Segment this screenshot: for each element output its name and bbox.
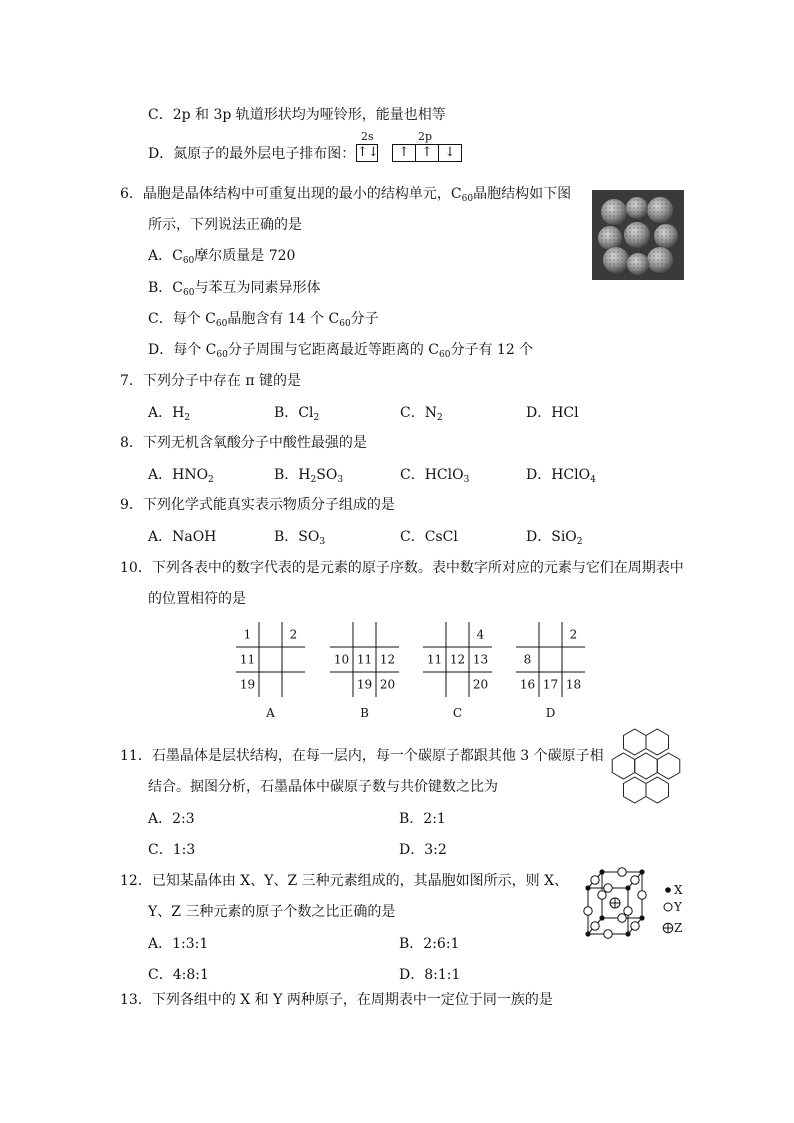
option-d-orbital: D．氮原子的最外层电子排布图：	[148, 146, 356, 162]
grid-cell: 11	[239, 652, 256, 667]
grid-cell: 10	[333, 652, 350, 667]
grid-cell: 11	[426, 652, 443, 667]
question-12-stem-line2: Y、Z 三种元素的原子个数之比正确的是	[148, 904, 396, 920]
grid-cell: 4	[476, 627, 485, 642]
question-9-option-b: B．$SO_3$	[274, 529, 326, 547]
question-8-option-d: D．HClO$_4$	[526, 467, 596, 485]
graphite-hexagon-diagram	[600, 728, 692, 804]
question-11-stem-line2: 结合。据图分析，石墨晶体中碳原子数与共价键数之比为	[148, 779, 498, 795]
grid-cell: 1	[243, 627, 252, 642]
option-c-orbital: C．2p 和 3p 轨道形状均为哑铃形，能量也相等	[148, 107, 446, 123]
question-10-stem-line2: 的位置相符的是	[148, 591, 246, 607]
hexagon	[623, 777, 646, 803]
grid-cell: 12	[379, 652, 396, 667]
question-12-option-a: A．1:3:1	[148, 936, 209, 952]
grid-cell: 12	[449, 652, 466, 667]
grid-cell: 11	[356, 652, 373, 667]
question-8-option-b: B．$H_2SO_3$	[274, 467, 344, 485]
question-10-stem-line1: 10．下列各表中的数字代表的是元素的原子序数。表中数字所对应的元素与它们在周期表中	[120, 560, 684, 576]
question-6-option-d: D．每个 $C_{60}$分子周围与它距离最近等距离的 $C_{60}$分子有 12 个	[148, 342, 534, 360]
hexagon	[635, 753, 658, 779]
grid-cell: 16	[519, 677, 536, 692]
grid-cell: 2	[289, 627, 298, 642]
question-12-option-d: D．8:1:1	[399, 967, 461, 983]
grid-label: C	[452, 706, 463, 720]
orbital-cell-2p-1: ↑	[392, 144, 416, 162]
question-6-stem-line2: 所示，下列说法正确的是	[148, 217, 302, 233]
question-6-stem-line1: 6．晶胞是晶体结构中可重复出现的最小的结构单元，$C_{60}$晶胞结构如下图	[120, 186, 572, 204]
question-11-option-b: B．2:1	[399, 811, 446, 827]
grid-0	[236, 622, 305, 720]
crystal-unit-cell-diagram	[578, 858, 688, 942]
question-13-stem: 13．下列各组中的 X 和 Y 两种原子，在周期表中一定位于同一族的是	[120, 992, 553, 1008]
question-8-option-a: A．$HNO_2$	[148, 467, 214, 485]
orbital-cell-2p-3: ↓	[439, 144, 462, 162]
hexagon	[623, 729, 646, 755]
question-11-option-d: D．3:2	[399, 842, 447, 858]
grid-label: A	[266, 706, 275, 720]
orbital-cell-2s: ↑↓	[357, 145, 379, 160]
grid-cell: 17	[542, 677, 559, 692]
question-9-option-a: A．NaOH	[148, 529, 217, 545]
hexagon	[657, 753, 680, 779]
question-11-stem-line1: 11．石墨晶体是层状结构，在每一层内，每一个碳原子都跟其他 3 个碳原子相	[120, 748, 604, 764]
question-9-option-d: D．SiO$_2$	[526, 529, 583, 547]
grid-cell: 2	[569, 627, 578, 642]
question-7-stem: 7．下列分子中存在 π 键的是	[120, 373, 302, 389]
grid-cell: 8	[523, 652, 532, 667]
question-6-option-b: B．$C_{60}$与苯互为同素异形体	[148, 280, 321, 298]
question-11-option-a: A．2:3	[148, 811, 195, 827]
question-7-option-c: C．$N_2$	[400, 405, 443, 423]
question-7-option-d: D．HCl	[526, 405, 579, 421]
question-6-option-c: C．每个 $C_{60}$晶胞含有 14 个 $C_{60}$分子	[148, 311, 379, 329]
legend-y: Y	[674, 900, 682, 914]
grid-3	[516, 622, 585, 720]
grid-label: D	[545, 706, 556, 720]
legend-x: X	[674, 883, 683, 897]
hexagon	[612, 753, 635, 779]
legend-z: Z	[674, 921, 683, 935]
question-6-option-a: A．$C_{60}$摩尔质量是 720	[148, 248, 296, 266]
grid-cell: 18	[565, 677, 582, 692]
question-8-stem: 8．下列无机含氧酸分子中酸性最强的是	[120, 435, 367, 451]
question-7-option-b: B．$Cl_2$	[274, 405, 320, 423]
grid-cell: 13	[472, 652, 489, 667]
grid-cell: 20	[379, 677, 396, 692]
orbital-label-2s: 2s	[361, 130, 374, 143]
question-9-option-c: C．CsCl	[400, 529, 458, 545]
grid-label: B	[360, 706, 369, 720]
grid-2	[423, 622, 492, 720]
grid-cell: 20	[472, 677, 489, 692]
hexagon	[646, 729, 669, 755]
question-12-option-c: C．4:8:1	[148, 967, 209, 983]
question-12-stem-line1: 12．已知某晶体由 X、Y、Z 三种元素组成的，其晶胞如图所示，则 X、	[120, 873, 569, 889]
question-12-option-b: B．2:6:1	[399, 936, 460, 952]
question-9-stem: 9．下列化学式能真实表示物质分子组成的是	[120, 497, 395, 513]
grid-1	[330, 622, 399, 720]
question-7-option-a: A．$H_2$	[148, 405, 191, 423]
hexagon	[646, 777, 669, 803]
orbital-label-2p: 2p	[418, 130, 433, 143]
grid-cell: 19	[239, 677, 256, 692]
orbital-cell-2p-2: ↑	[416, 144, 439, 162]
question-8-option-c: C．HClO$_3$	[400, 467, 470, 485]
grid-cell: 19	[356, 677, 373, 692]
question-11-option-c: C．1:3	[148, 842, 196, 858]
